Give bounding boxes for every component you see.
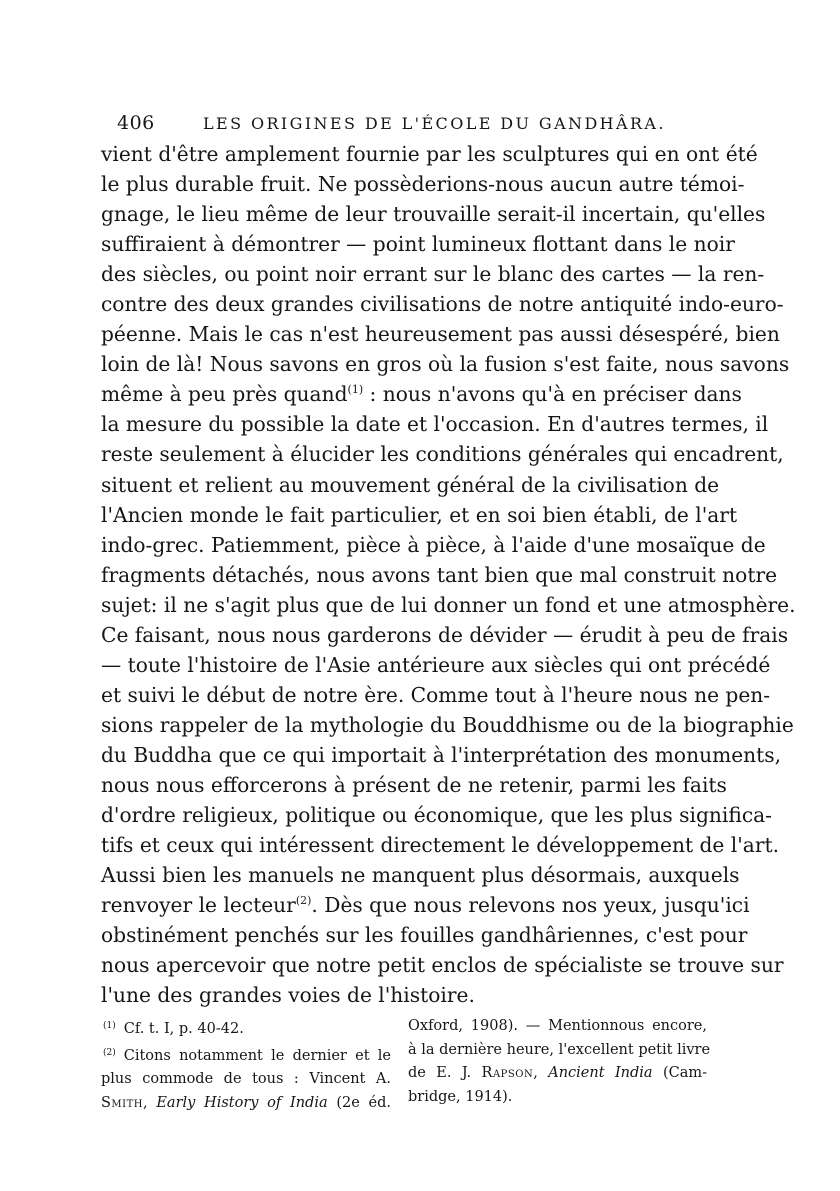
body-line: sujet: il ne s'agit plus que de lui donner un fond et une atmosphère. [101, 592, 796, 617]
body-line: reste seulement à élucider les conditions générales qui encadrent, [101, 442, 784, 467]
footnote-2-text: Citons notamment le dernier et le [123, 1047, 391, 1064]
footnotes [101, 1015, 711, 1111]
footnote-ref-1[interactable]: (1) [347, 383, 364, 397]
footnote-2-line: bridge, 1914). [408, 1088, 513, 1105]
footnote-book-title: Early History of India [156, 1094, 328, 1111]
body-line-tail: : nous n'avons qu'à en préciser dans [363, 382, 742, 407]
body-line: l'Ancien monde le fait particulier, et en soi bien établi, de l'art [101, 502, 738, 527]
body-line: nous apercevoir que notre petit enclos de spécialiste se trouve sur [101, 953, 784, 978]
footnote-2-line [408, 1062, 707, 1086]
footnote-1-text: Cf. t. I, p. 40-42. [123, 1021, 244, 1037]
body-line: gnage, le lieu même de leur trouvaille serait-il incertain, qu'elles [101, 202, 766, 227]
footnote-separator: , [533, 1065, 549, 1081]
body-line: l'une des grandes voies de l'histoire. [101, 983, 475, 1008]
footnote-ref-2[interactable]: (2) [295, 894, 312, 908]
body-line: fragments détachés, nous avons tant bien que mal construit notre [101, 562, 778, 587]
running-title: LES ORIGINES DE L'ÉCOLE DU GANDHÂRA. [203, 114, 666, 133]
body-line-tail: . Dès que nous relevons nos yeux, jusqu'ici [311, 893, 750, 918]
footnote-author: Smith [101, 1094, 144, 1111]
body-line: le plus durable fruit. Ne possèderions-nous aucun autre témoi- [101, 172, 745, 197]
body-line: situent et relient au mouvement général de la civilisation de [101, 472, 720, 497]
footnote-text: (Cam- [652, 1065, 708, 1081]
body-line: d'ordre religieux, politique ou économique, que les plus significa- [101, 803, 773, 828]
body-line-with-note [101, 890, 750, 920]
body-line: contre des deux grandes civilisations de notre antiquité indo-euro- [101, 292, 784, 317]
footnote-2-line: plus commode de tous : Vincent A. [101, 1071, 391, 1087]
body-line: Aussi bien les manuels ne manquent plus désormais, auxquels [101, 863, 740, 888]
body-line: suffiraient à démontrer — point lumineux flottant dans le noir [101, 232, 735, 257]
footnote-1 [101, 1015, 391, 1042]
footnote-2-line [101, 1092, 391, 1116]
footnote-book-title: Ancient India [548, 1065, 653, 1081]
body-line: vient d'être amplement fournie par les sculptures qui en ont été [101, 142, 758, 166]
footnote-mark-1: (1) [103, 1021, 116, 1031]
body-line: tifs et ceux qui intéressent directement le développement de l'art. [101, 833, 779, 858]
footnote-separator: , [143, 1094, 157, 1111]
footnote-author: Rapson [481, 1065, 534, 1081]
body-line: du Buddha que ce qui importait à l'interprétation des monuments, [101, 742, 782, 767]
footnote-2-line: à la dernière heure, l'excellent petit livre [408, 1041, 711, 1058]
body-line-head: renvoyer le lecteur [101, 893, 296, 918]
body-line: sions rappeler de la mythologie du Bouddhisme ou de la biographie [101, 712, 794, 737]
body-line-head: même à peu près quand [101, 382, 348, 407]
body-line: la mesure du possible la date et l'occasion. En d'autres termes, il [101, 412, 769, 437]
footnote-edition: (2e éd. [327, 1094, 391, 1111]
footnote-text: de E. J. [408, 1065, 482, 1081]
footnote-2-line [101, 1042, 391, 1069]
footnotes-right-column [408, 1015, 711, 1109]
body-line: indo-grec. Patiemment, pièce à pièce, à l'aide d'une mosaïque de [101, 532, 766, 557]
body-line: loin de là! Nous savons en gros où la fusion s'est faite, nous savons [101, 352, 790, 377]
footnotes-left-column [101, 1015, 391, 1115]
body-line-with-note [101, 379, 742, 409]
body-line: nous nous efforcerons à présent de ne retenir, parmi les faits [101, 772, 727, 797]
footnote-mark-2: (2) [103, 1047, 116, 1058]
page-number: 406 [117, 112, 155, 134]
body-line: des siècles, ou point noir errant sur le blanc des cartes — la ren- [101, 262, 765, 287]
body-line: Ce faisant, nous nous garderons de dévider — érudit à peu de frais [101, 622, 789, 647]
footnote-2-line: Oxford, 1908). — Mentionnous encore, [408, 1018, 707, 1034]
body-text [101, 139, 796, 1010]
body-line: péenne. Mais le cas n'est heureusement pas aussi désespéré, bien [101, 322, 780, 347]
body-line: obstinément penchés sur les fouilles gandhâriennes, c'est pour [101, 923, 748, 948]
body-line: — toute l'histoire de l'Asie antérieure aux siècles qui ont précédé [101, 652, 771, 677]
body-line: et suivi le début de notre ère. Comme tout à l'heure nous ne pen- [101, 682, 771, 707]
